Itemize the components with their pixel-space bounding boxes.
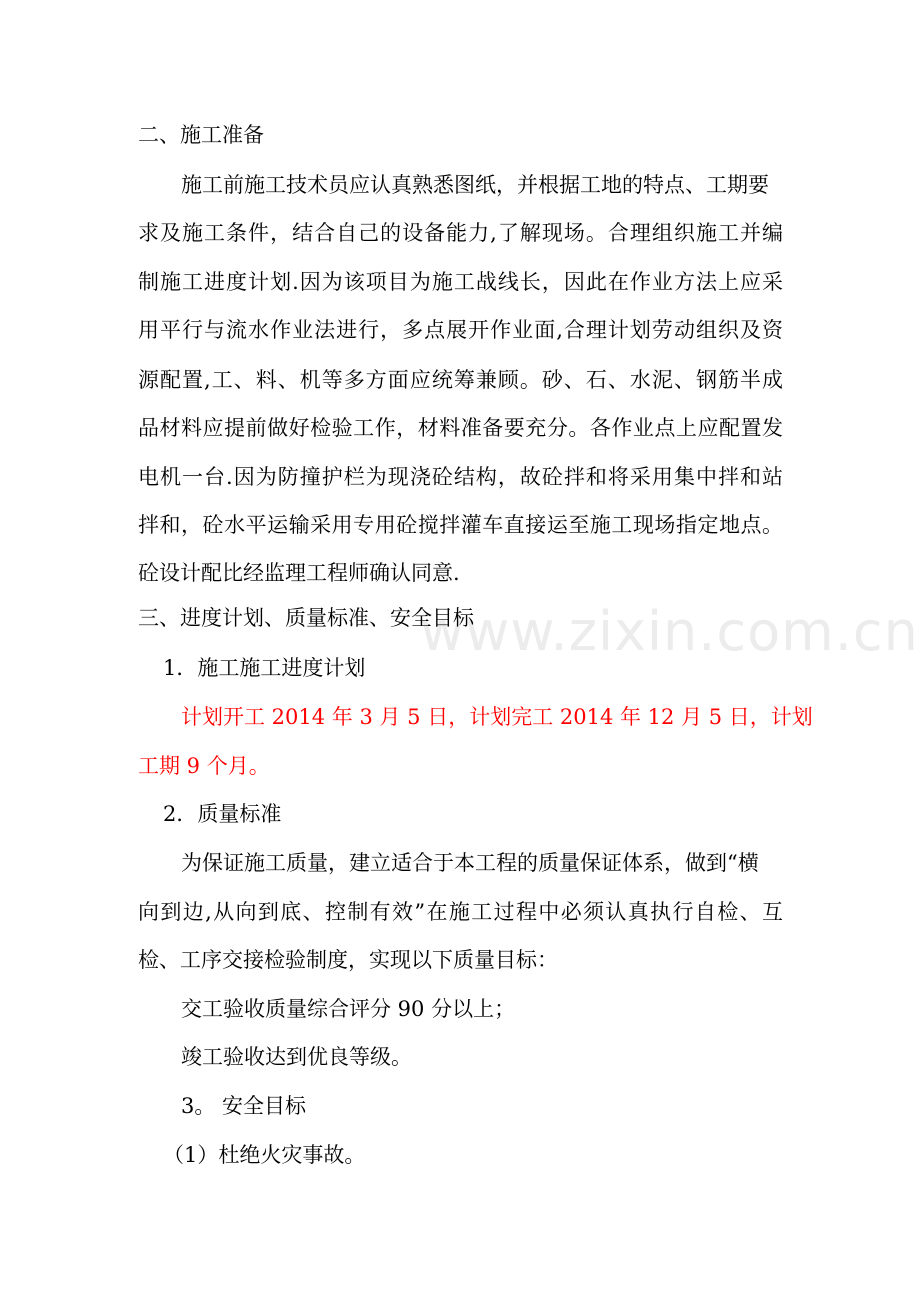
paragraph-line: 制施工进度计划.因为该项目为施工战线长，因此在作业方法上应采 [138, 270, 783, 294]
paragraph-line: 电机一台.因为防撞护栏为现浇砼结构，故砼拌和将采用集中拌和站 [138, 465, 783, 489]
section-heading-schedule: 三、进度计划、质量标准、安全目标 [138, 606, 474, 630]
paragraph-line: 砼设计配比经监理工程师确认同意. [138, 561, 460, 585]
paragraph-line: 施工前施工技术员应认真熟悉图纸，并根据工地的特点、工期要 [181, 173, 769, 197]
paragraph-line: 求及施工条件，结合自己的设备能力,了解现场。合理组织施工并编 [138, 221, 783, 245]
paragraph-line: 为保证施工质量，建立适合于本工程的质量保证体系，做到“横 [181, 851, 759, 875]
watermark: www.zixin.com.cn [420, 600, 919, 663]
section-heading-preparation: 二、施工准备 [138, 123, 264, 147]
subheading-safety: 3。 安全目标 [181, 1094, 307, 1118]
paragraph-line: 源配置,工、料、机等多方面应统筹兼顾。砂、石、水泥、钢筋半成 [138, 368, 783, 392]
schedule-dates-line: 计划开工 2014 年 3 月 5 日，计划完工 2014 年 12 月 5 日，计划 [181, 705, 813, 729]
paragraph-line: 检、工序交接检验制度，实现以下质量目标： [138, 948, 558, 972]
quality-target-line: 竣工验收达到优良等级。 [181, 1045, 412, 1069]
paragraph-line: 向到边,从向到底、控制有效”在施工过程中必须认真执行自检、互 [138, 900, 783, 924]
paragraph-line: 用平行与流水作业法进行，多点展开作业面,合理计划劳动组织及资 [138, 318, 783, 342]
paragraph-line: 品材料应提前做好检验工作，材料准备要充分。各作业点上应配置发 [138, 416, 783, 440]
schedule-duration-line: 工期 9 个月。 [138, 754, 270, 778]
quality-target-line: 交工验收质量综合评分 90 分以上； [181, 997, 516, 1021]
subheading-schedule-plan: 1．施工施工进度计划 [163, 656, 366, 680]
subheading-quality: 2．质量标准 [163, 802, 282, 826]
safety-target-line: （1）杜绝火灾事故。 [163, 1143, 366, 1167]
paragraph-line: 拌和，砼水平运输采用专用砼搅拌灌车直接运至施工现场指定地点。 [138, 513, 783, 537]
